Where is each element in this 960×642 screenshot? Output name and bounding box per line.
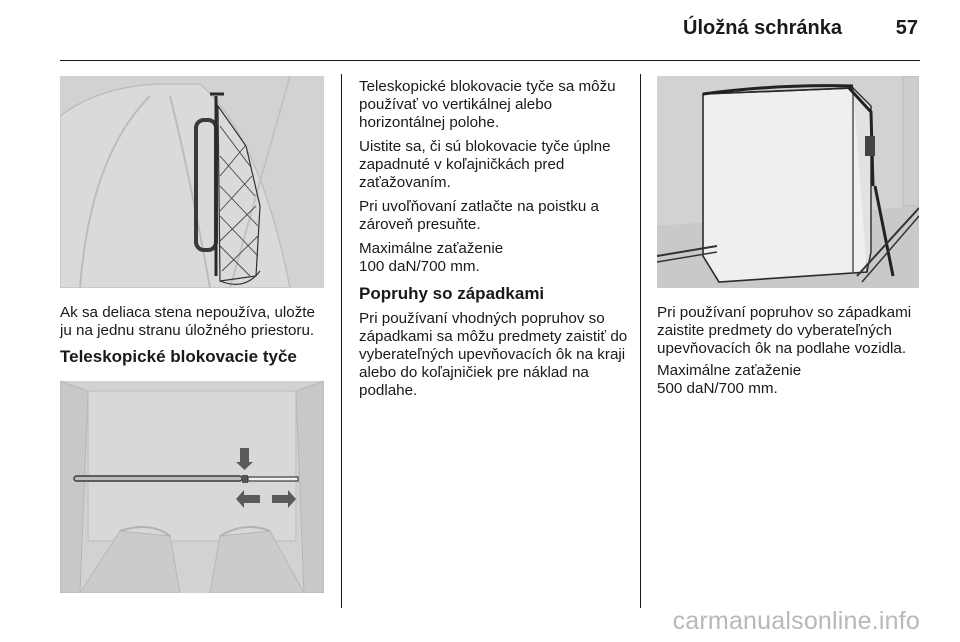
column-divider-1 [341, 74, 342, 608]
watermark: carmanualsonline.info [672, 607, 920, 635]
illustration-telescopic-bar [60, 381, 324, 593]
column-divider-2 [640, 74, 641, 608]
header-rule [60, 60, 920, 61]
paragraph-bar-engaged: Uistite sa, či sú blokovacie tyče úplne zapadnuté v koľajničkách pred zaťažovaním. [359, 138, 611, 191]
paragraph-max-load-1: Maximálne zaťaženie 100 daN/700 mm. [359, 240, 504, 275]
page-number: 57 [895, 17, 918, 39]
heading-ratchet-straps: Popruhy so západkami [359, 284, 545, 303]
illustration-ratchet-strap-box [657, 76, 919, 288]
heading-telescopic-bars: Teleskopické blokovacie tyče [60, 347, 297, 366]
paragraph-ratchet-straps: Pri používaní vhodných popruhov so západkami sa môžu predmety zaistiť do vyberateľných upevňovacích ôk na kraji alebo do koľajničiek pre náklad na podlahe. [359, 310, 628, 399]
paragraph-ratchet-use: Pri používaní popruhov so západkami zaistite predmety do vyberateľných upevňovacích ôk na podlahe vozidla. [657, 304, 912, 357]
paragraph-max-load-2: Maximálne zaťaženie 500 daN/700 mm. [657, 362, 802, 397]
illustration-partition-stowed [60, 76, 324, 288]
paragraph-bar-positions: Teleskopické blokovacie tyče sa môžu používať vo vertikálnej alebo horizontálnej polohe. [359, 78, 616, 131]
page-title: Úložná schránka [683, 17, 842, 39]
paragraph-release: Pri uvoľňovaní zatlačte na poistku a zároveň presuňte. [359, 198, 599, 233]
caption-partition: Ak sa deliaca stena nepoužíva, uložte ju na jednu stranu úložného priestoru. [60, 304, 315, 339]
